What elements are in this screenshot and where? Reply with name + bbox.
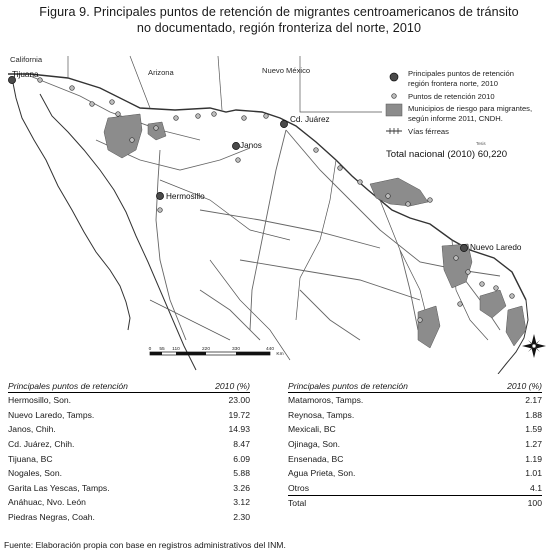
major-point-hermosillo (156, 192, 163, 199)
table-cell-value: 3.26 (233, 482, 250, 493)
retention-point (70, 86, 75, 91)
major-point-janos (232, 142, 239, 149)
table-row (8, 495, 250, 510)
retention-table-right (288, 380, 542, 511)
table-cell-point: Janos, Chih. (8, 424, 56, 435)
city-label-nuevo-laredo: Nuevo Laredo (470, 243, 522, 252)
table-row (288, 408, 542, 423)
table-row (288, 422, 542, 437)
table-row (288, 437, 542, 452)
table-cell-point: Matamoros, Tamps. (288, 395, 364, 406)
retention-point (158, 208, 163, 213)
legend-railways-label: Vías férreas (408, 127, 449, 136)
legend-total: Total nacional (2010) 60,220 (386, 149, 508, 160)
table-cell-point: Mexicali, BC (288, 424, 336, 435)
legend-points-label: Puntos de retención 2010 (408, 92, 495, 101)
legend-municipios-line-1: Municipios de riesgo para migrantes, (408, 104, 533, 113)
retention-point (90, 102, 95, 107)
retention-point (510, 294, 515, 299)
state-label-nuevo-mexico: Nuevo México (262, 66, 311, 75)
table-cell-point: Piedras Negras, Coah. (8, 512, 95, 523)
retention-point (428, 198, 433, 203)
table-cell-value: 1.19 (525, 453, 542, 464)
table-cell-point: Ojinaga, Son. (288, 439, 341, 450)
table-cell-value: 8.47 (233, 439, 250, 450)
legend-total-small: Tesis (476, 141, 486, 146)
city-label-cd-juarez: Cd. Juárez (290, 115, 330, 124)
table-cell-point: Garita Las Yescas, Tamps. (8, 482, 110, 493)
legend-point-symbol (392, 94, 397, 99)
scale-label-55: 55 (159, 347, 165, 352)
retention-point (418, 318, 423, 323)
table-cell-value: 2.30 (233, 512, 250, 523)
table-cell-point: Tijuana, BC (8, 453, 53, 464)
table-row (8, 466, 250, 481)
city-label-tijuana: Tijuana (12, 70, 39, 79)
table-cell-value: 4.1 (530, 482, 542, 493)
scale-label-220: 220 (201, 347, 211, 352)
table-row (288, 451, 542, 466)
legend-municipios-line-2: según informe 2011, CNDH. (408, 114, 503, 123)
table-row (8, 393, 250, 408)
figure-title-line-1: Figura 9. Principales puntos de retención de migrantes centroamericanos de tránsito (39, 5, 519, 19)
table-cell-point: Hermosillo, Son. (8, 395, 72, 406)
retention-point (466, 270, 471, 275)
state-label-arizona: Arizona (148, 68, 174, 77)
retention-point (480, 282, 485, 287)
retention-point (116, 112, 121, 117)
table-row (288, 481, 542, 496)
table-cell-value: 23.00 (228, 395, 250, 406)
table-cell-point: Cd. Juárez, Chih. (8, 439, 75, 450)
table-row (8, 437, 250, 452)
table-cell-point: Agua Prieta, Son. (288, 468, 356, 479)
table-cell-point: Reynosa, Tamps. (288, 409, 355, 420)
table-total-label: Total (288, 496, 485, 511)
table-cell-point: Otros (288, 482, 310, 493)
retention-point (454, 256, 459, 261)
table-left-header-value: 2010 (%) (195, 380, 250, 393)
table-cell-value: 1.01 (525, 468, 542, 479)
retention-point (130, 138, 135, 143)
scale-label-330: 330 (231, 347, 241, 352)
table-cell-value: 1.88 (525, 409, 542, 420)
table-right-header-point: Principales puntos de retención (288, 380, 485, 393)
city-label-hermosillo: Hermosillo (166, 192, 205, 201)
major-point-cd-juarez (280, 120, 287, 127)
retention-table-left (8, 380, 250, 524)
table-cell-point: Anáhuac, Nvo. León (8, 497, 86, 508)
retention-point (242, 116, 247, 121)
table-row (8, 408, 250, 423)
table-total-row (288, 496, 542, 511)
table-row (288, 466, 542, 481)
table-cell-value: 19.72 (228, 409, 250, 420)
table-cell-value: 1.59 (525, 424, 542, 435)
figure-title (0, 4, 558, 36)
table-total-value: 100 (485, 496, 542, 511)
table-cell-value: 2.17 (525, 395, 542, 406)
legend-major-point-symbol (390, 73, 398, 81)
figure-title-line-2: no documentado, región fronteriza del norte, 2010 (136, 21, 422, 35)
retention-point (406, 202, 411, 207)
scale-unit: Km (276, 352, 284, 357)
retention-point (338, 166, 343, 171)
retention-point (314, 148, 319, 153)
map (0, 52, 558, 374)
table-cell-value: 3.12 (233, 497, 250, 508)
table-cell-point: Nogales, Son. (8, 468, 62, 479)
table-cell-point: Nuevo Laredo, Tamps. (8, 409, 95, 420)
retention-point (358, 180, 363, 185)
table-row (8, 451, 250, 466)
table-cell-point: Ensenada, BC (288, 453, 344, 464)
retention-point (264, 114, 269, 119)
retention-point (174, 116, 179, 121)
legend-principal-line-1: Principales puntos de retención (408, 69, 514, 78)
table-right-header-value: 2010 (%) (485, 380, 542, 393)
retention-point (196, 114, 201, 119)
legend-risk-symbol (386, 104, 402, 116)
retention-point (236, 158, 241, 163)
retention-point (212, 112, 217, 117)
state-label-california: California (10, 55, 43, 64)
table-cell-value: 5.88 (233, 468, 250, 479)
scale-label-110: 110 (172, 347, 180, 352)
table-row (288, 393, 542, 408)
table-cell-value: 14.93 (228, 424, 250, 435)
major-point-nuevo-laredo (460, 244, 467, 251)
retention-point (494, 286, 499, 291)
table-cell-value: 1.27 (525, 439, 542, 450)
table-row (8, 481, 250, 496)
retention-point (154, 126, 159, 131)
table-row (8, 422, 250, 437)
retention-point (458, 302, 463, 307)
city-label-janos: Janos (240, 141, 262, 150)
source-note: Fuente: Elaboración propia con base en registros administrativos del INM. (4, 540, 286, 550)
retention-point (386, 194, 391, 199)
retention-point (110, 100, 115, 105)
legend-principal-line-2: región frontera norte, 2010 (408, 79, 498, 88)
table-row (8, 510, 250, 525)
table-cell-value: 6.09 (233, 453, 250, 464)
scale-label-0: 0 (148, 347, 152, 352)
table-left-header-point: Principales puntos de retención (8, 380, 195, 393)
scale-label-440: 440 (265, 347, 275, 352)
